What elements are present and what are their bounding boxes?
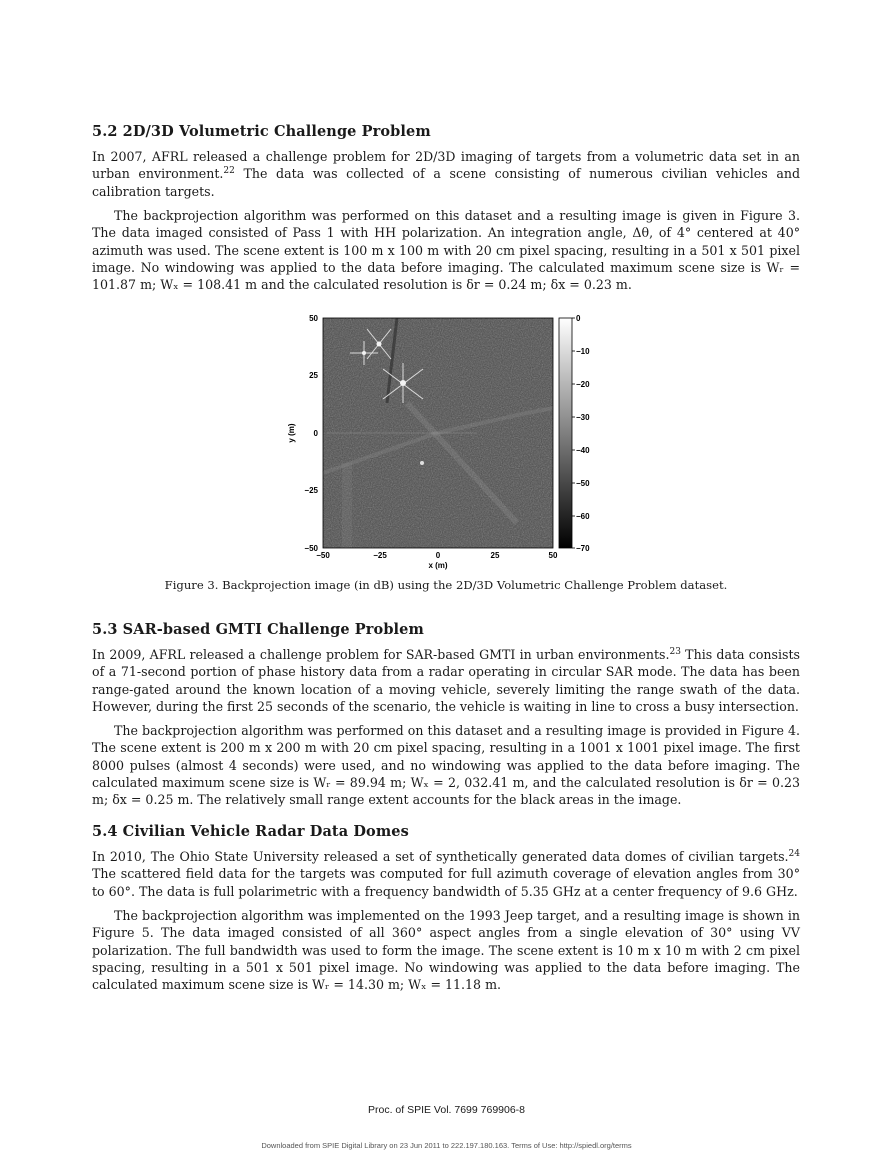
colorbar-tick-label: −10 xyxy=(576,347,590,356)
sar-image xyxy=(323,318,553,548)
y-tick-label: −25 xyxy=(304,486,318,495)
colorbar-tick-label: −50 xyxy=(576,479,590,488)
section-heading-5-3: 5.3 SAR-based GMTI Challenge Problem xyxy=(92,621,424,638)
proceedings-footer: Proc. of SPIE Vol. 7699 769906-8 xyxy=(367,1104,526,1116)
figure-3 xyxy=(287,313,607,573)
citation-ref: 24 xyxy=(788,848,800,859)
x-axis-label: x (m) xyxy=(428,561,448,570)
y-tick-label: −50 xyxy=(304,544,318,553)
section-heading-5-4: 5.4 Civilian Vehicle Radar Data Domes xyxy=(92,823,409,840)
figure-3-plot xyxy=(287,313,607,573)
section-5-4-paragraph-1: In 2010, The Ohio State University released a set of synthetically generated data domes of civilian targets.$^{24}$ The scattered field data for the targets was computed for full azimuth coverage of elevation angles from 30° to 60°. The data is full polarimetric with a frequency bandwidth of 5.35 GHz at a center frequency of 9.6 GHz. xyxy=(92,848,800,899)
colorbar-tick-label: −70 xyxy=(576,544,590,553)
colorbar-tick-label: −60 xyxy=(576,512,590,521)
y-tick-label: 50 xyxy=(309,314,318,323)
y-tick-label: 25 xyxy=(309,371,318,380)
section-5-2-paragraph-1: In 2007, AFRL released a challenge problem for 2D/3D imaging of targets from a volumetric data set in an urban environment.$^{22}$ The data was collected of a scene consisting of numerous civilian vehicles and calibration targets. xyxy=(92,149,800,199)
section-heading-5-2: 5.2 2D/3D Volumetric Challenge Problem xyxy=(92,123,431,140)
x-tick-label: 25 xyxy=(490,551,500,560)
x-tick-label: −25 xyxy=(373,551,387,560)
x-tick-label: −50 xyxy=(316,551,330,560)
section-5-2-paragraph-2: The backprojection algorithm was performed on this dataset and a resulting image is given in Figure 3. The data imaged consisted of Pass 1 with HH polarization. An integration angle, Δθ, of 4° centered at 40° azimuth was used. The scene extent is 100 m x 100 m with 20 cm pixel spacing, resulting in a 501 x 501 pixel image. No windowing was applied to the data before imaging. The calculated maximum scene size is Wᵣ = 101.87 m; Wₓ = 108.41 m and the calculated resolution is δr = 0.24 m; δx = 0.23 m. xyxy=(92,208,800,293)
figure-3-caption: Figure 3. Backprojection image (in dB) using the 2D/3D Volumetric Challenge Problem dataset. xyxy=(164,578,728,592)
colorbar-tick-label: −30 xyxy=(576,413,590,422)
y-axis-label: y (m) xyxy=(287,423,296,443)
y-tick-label: 0 xyxy=(313,429,318,438)
x-tick-label: 50 xyxy=(548,551,558,560)
citation-ref: 23 xyxy=(669,646,681,657)
colorbar-tick-label: −40 xyxy=(576,446,590,455)
section-5-4-paragraph-2: The backprojection algorithm was implemented on the 1993 Jeep target, and a resulting image is shown in Figure 5. The data imaged consisted of all 360° aspect angles from a single elevation of 30° using VV polarization. The full bandwidth was used to form the image. The scene extent is 10 m x 10 m with 2 cm pixel spacing, resulting in a 501 x 501 pixel image. No windowing was applied to the data before imaging. The calculated maximum scene size is Wᵣ = 14.30 m; Wₓ = 11.18 m. xyxy=(92,908,800,993)
download-notice: Downloaded from SPIE Digital Library on 23 Jun 2011 to 222.197.180.163. Terms of Use: http://spiedl.org/terms xyxy=(261,1141,632,1150)
citation-ref: 22 xyxy=(223,166,235,177)
colorbar-tick-label: −20 xyxy=(576,380,590,389)
x-axis xyxy=(316,551,558,570)
colorbar xyxy=(559,314,590,553)
x-tick-label: 0 xyxy=(435,551,441,560)
section-5-3-paragraph-1: In 2009, AFRL released a challenge problem for SAR-based GMTI in urban environments.$^{23}$ This data consists of a 71-second portion of phase history data from a radar operating in circular SAR mode. The data has been range-gated around the known location of a moving vehicle, severely limiting the range swath of the data. However, during the first 25 seconds of the scenario, the vehicle is waiting in line to cross a busy intersection. xyxy=(92,646,801,714)
section-5-3-paragraph-2: The backprojection algorithm was performed on this dataset and a resulting image is provided in Figure 4. The scene extent is 200 m x 200 m with 20 cm pixel spacing, resulting in a 1001 x 1001 pixel image. The first 8000 pulses (almost 4 seconds) were used, and no windowing was applied to the data before imaging. The calculated maximum scene size is Wᵣ = 89.94 m; Wₓ = 2, 032.41 m, and the calculated resolution is δr = 0.23 m; δx = 0.25 m. The relatively small range extent accounts for the black areas in the image. xyxy=(92,723,800,808)
colorbar-tick-label: 0 xyxy=(576,314,581,323)
y-axis xyxy=(287,314,319,553)
